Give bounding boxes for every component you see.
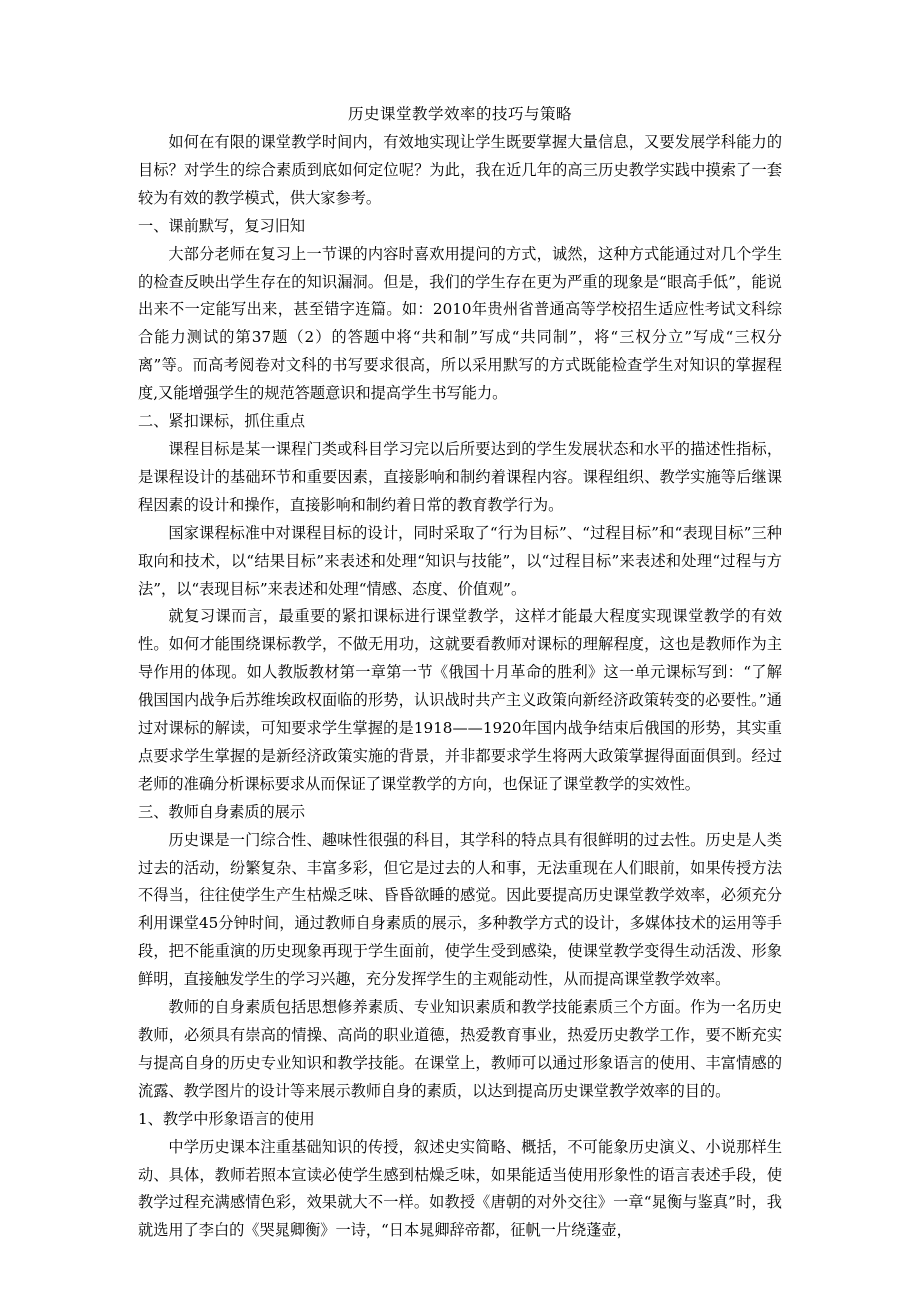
section-heading-3: 三、教师自身素质的展示 [138, 802, 306, 821]
section-3-paragraph-2: 教师的自身素质包括思想修养素质、专业知识素质和教学技能素质三个方面。作为一名历史教师，必须具有崇高的情操、高尚的职业道德，热爱教育事业，热爱历史教学工作，要不断充实与提高自身的历史专业知识和教学技能。在课堂上，教师可以通过形象语言的使用、丰富情感的流露、教学图片的设计等来展示教师自身的素质，以达到提高历史课堂教学效率的目的。 [138, 998, 782, 1100]
document-title: 历史课堂教学效率的技巧与策略 [347, 105, 572, 123]
section-1-paragraph: 大部分老师在复习上一节课的内容时喜欢用提问的方式，诚然，这种方式能通过对几个学生的检查反映出学生存在的知识漏洞。但是，我们的学生存在更为严重的现象是“眼高手低”，能说出来不一定能写出来，甚至错字连篇。如：2010年贵州省普通高等学校招生适应性考试文科综合能力测试的第37题（2）的答题中将“共和制”写成“共同制”，将“三权分立”写成“三权分离”等。而高考阅卷对文科的书写要求很高，所以采用默写的方式既能检查学生对知识的掌握程度,又能增强学生的规范答题意识和提高学生书写能力。 [138, 244, 782, 403]
section-heading-1: 一、课前默写，复习旧知 [138, 216, 306, 235]
subsection-heading-1: 1、教学中形象语言的使用 [138, 1109, 315, 1128]
subsection-1-paragraph: 中学历史课本注重基础知识的传授，叙述史实简略、概括，不可能象历史演义、小说那样生动、具体，教师若照本宣读必使学生感到枯燥乏味，如果能适当使用形象性的语言表述手段，使教学过程充满感情色彩，效果就大不一样。如教授《唐朝的对外交往》一章“晁衡与鉴真”时，我就选用了李白的《哭晁卿衡》一诗，“日本晁卿辞帝都，征帆一片绕蓬壶， [138, 1137, 782, 1240]
section-2-paragraph-3: 就复习课而言，最重要的紧扣课标进行课堂教学，这样才能最大程度实现课堂教学的有效性。如何才能围绕课标教学，不做无用功，这就要看教师对课标的理解程度，这也是教师作为主导作用的体现。如人教版教材第一章第一节《俄国十月革命的胜利》这一单元课标写到：“了解俄国国内战争后苏维埃政权面临的形势，认识战时共产主义政策向新经济政策转变的必要性。”通过对课标的解读，可知要求学生掌握的是1918——1920年国内战争结束后俄国的形势，其实重点要求学生掌握的是新经济政策实施的背景，并非都要求学生将两大政策掌握得面面俱到。经过老师的准确分析课标要求从而保证了课堂教学的方向，也保证了课堂教学的实效性。 [138, 607, 782, 793]
section-3-paragraph-1: 历史课是一门综合性、趣味性很强的科目，其学科的特点具有很鲜明的过去性。历史是人类过去的活动，纷繁复杂、丰富多彩，但它是过去的人和事，无法重现在人们眼前，如果传授方法不得当，往往使学生产生枯燥乏味、昏昏欲睡的感觉。因此要提高历史课堂教学效率，必须充分利用课堂45分钟时间，通过教师自身素质的展示，多种教学方式的设计，多媒体技术的运用等手段，把不能重演的历史现象再现于学生面前，使学生受到感染，使课堂教学变得生动活泼、形象鲜明，直接触发学生的学习兴趣，充分发挥学生的主观能动性，从而提高课堂教学效率。 [138, 830, 782, 989]
section-2-paragraph-2: 国家课程标准中对课程目标的设计，同时采取了“行为目标”、“过程目标”和“表现目标”三种取向和技术，以“结果目标”来表述和处理“知识与技能”，以“过程目标”来表述和处理“过程与方法”，以“表现目标”来表述和处理“情感、态度、价值观”。 [138, 523, 782, 598]
section-heading-2: 二、紧扣课标，抓住重点 [138, 412, 306, 431]
section-2-paragraph-1: 课程目标是某一课程门类或科目学习完以后所要达到的学生发展状态和水平的描述性指标，是课程设计的基础环节和重要因素，直接影响和制约着课程内容。课程组织、教学实施等后继课程因素的设计和操作，直接影响和制约着日常的教育教学行为。 [138, 439, 782, 514]
intro-paragraph: 如何在有限的课堂教学时间内，有效地实现让学生既要掌握大量信息，又要发展学科能力的目标？对学生的综合素质到底如何定位呢？为此，我在近几年的高三历史教学实践中摸索了一套较为有效的教学模式，供大家参考。 [138, 133, 782, 207]
